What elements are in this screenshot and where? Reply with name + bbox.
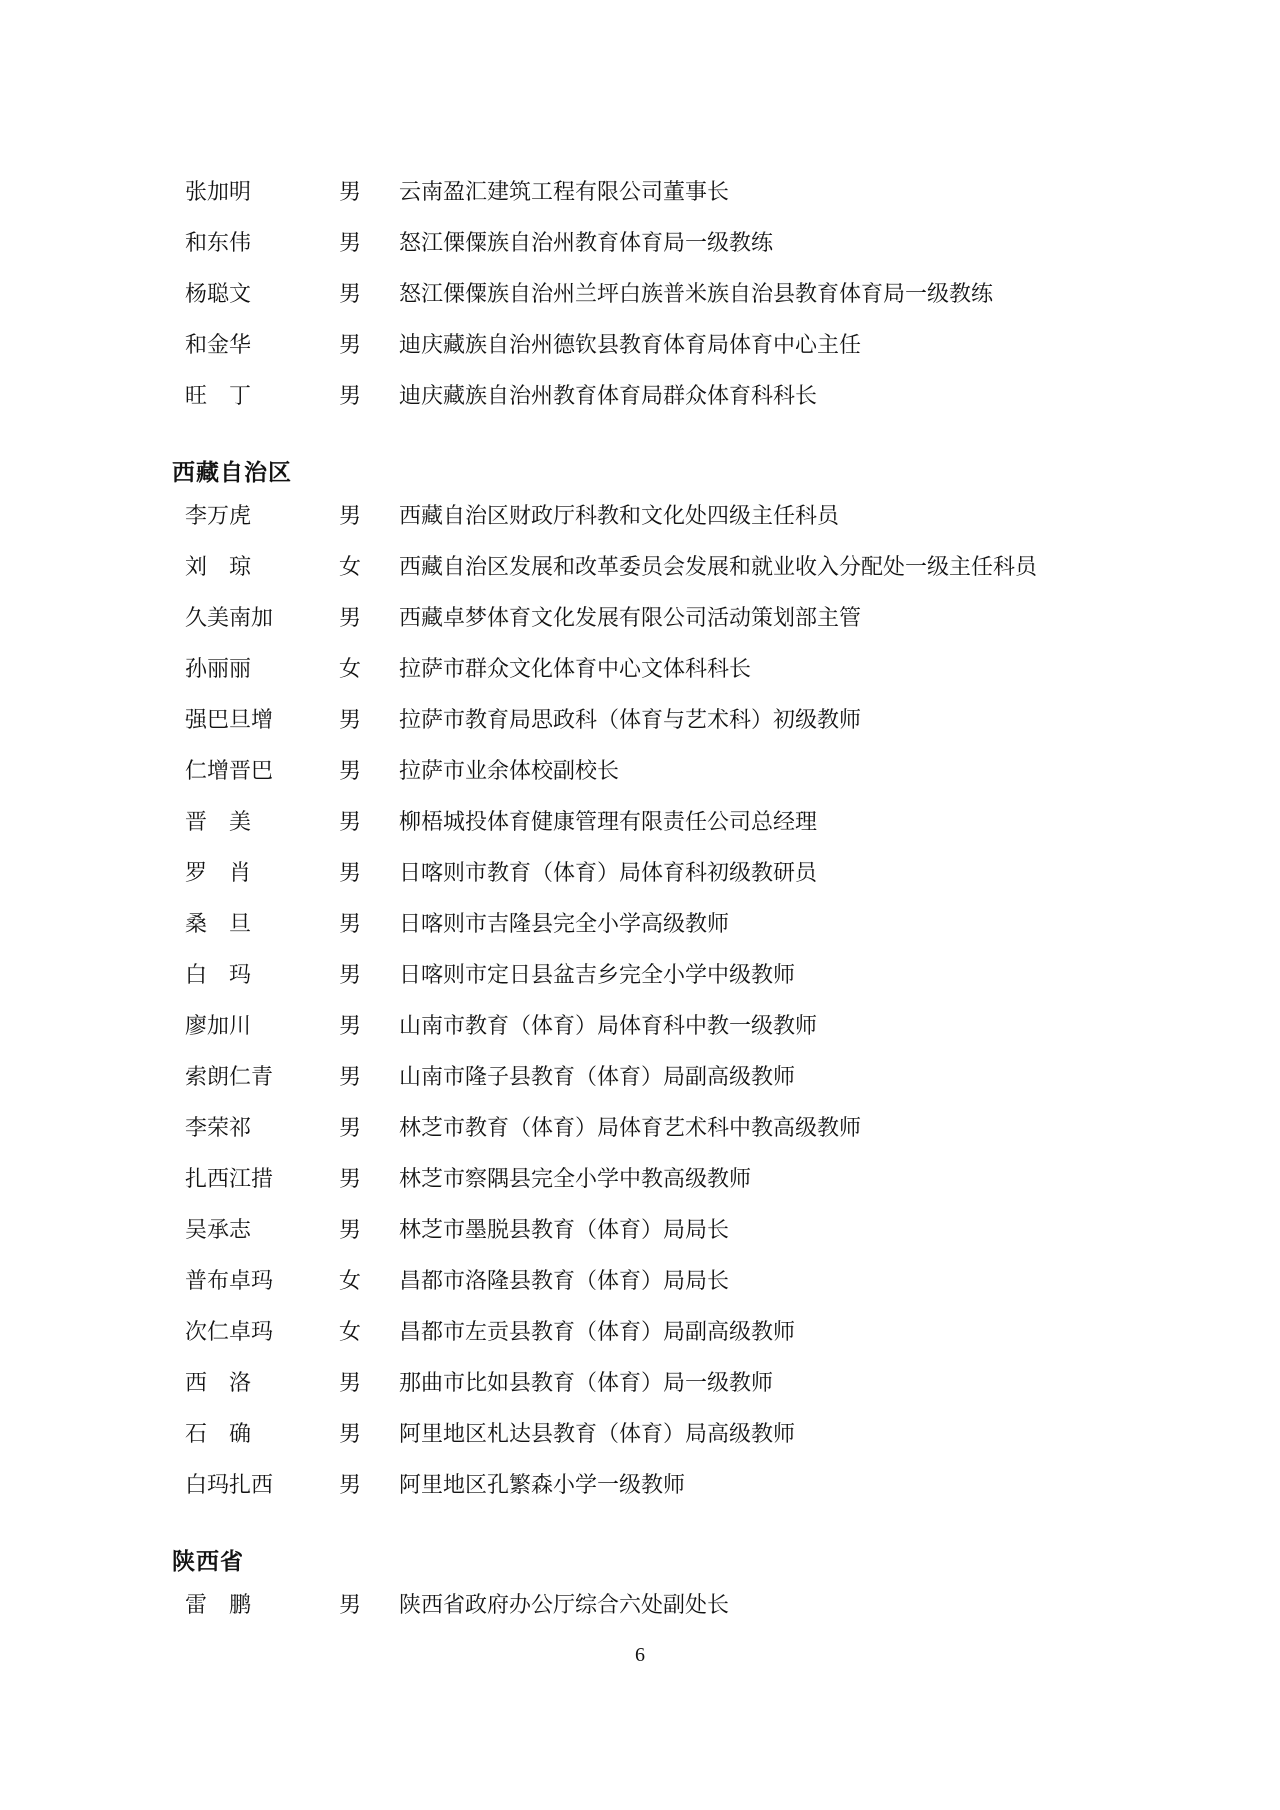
person-row bbox=[172, 1594, 1280, 1616]
person-title: 阿里地区孔繁森小学一级教师 bbox=[399, 1472, 686, 1497]
person-title: 怒江傈僳族自治州教育体育局一级教练 bbox=[399, 230, 774, 255]
person-title: 陕西省政府办公厅综合六处副处长 bbox=[399, 1592, 730, 1617]
person-title: 日喀则市吉隆县完全小学高级教师 bbox=[399, 911, 730, 936]
person-name: 雷 鹏 bbox=[185, 1592, 252, 1617]
person-name: 孙丽丽 bbox=[185, 656, 252, 681]
region-rows bbox=[172, 505, 1280, 1496]
person-row bbox=[172, 1219, 1280, 1241]
person-name: 刘 琼 bbox=[185, 554, 252, 579]
person-title: 迪庆藏族自治州教育体育局群众体育科科长 bbox=[399, 383, 818, 408]
person-title: 拉萨市教育局思政科（体育与艺术科）初级教师 bbox=[399, 707, 862, 732]
person-gender: 女 bbox=[339, 1319, 362, 1344]
person-name: 李荣祁 bbox=[185, 1115, 252, 1140]
person-title: 山南市隆子县教育（体育）局副高级教师 bbox=[399, 1064, 796, 1089]
person-title: 日喀则市定日县盆吉乡完全小学中级教师 bbox=[399, 962, 796, 987]
person-gender: 男 bbox=[339, 1166, 362, 1191]
region-section bbox=[172, 436, 1280, 1496]
person-gender: 男 bbox=[339, 1421, 362, 1446]
person-name: 廖加川 bbox=[185, 1013, 252, 1038]
person-name: 和东伟 bbox=[185, 230, 252, 255]
person-gender: 男 bbox=[339, 707, 362, 732]
person-title: 拉萨市群众文化体育中心文体科科长 bbox=[399, 656, 752, 681]
person-gender: 男 bbox=[339, 860, 362, 885]
person-gender: 男 bbox=[339, 281, 362, 306]
person-row bbox=[172, 964, 1280, 986]
person-gender: 男 bbox=[339, 962, 362, 987]
person-name: 久美南加 bbox=[185, 605, 274, 630]
person-name: 扎西江措 bbox=[185, 1166, 274, 1191]
person-row bbox=[172, 505, 1280, 527]
person-title: 林芝市墨脱县教育（体育）局局长 bbox=[399, 1217, 730, 1242]
person-title: 林芝市教育（体育）局体育艺术科中教高级教师 bbox=[399, 1115, 862, 1140]
region-rows bbox=[172, 181, 1280, 407]
person-gender: 男 bbox=[339, 911, 362, 936]
person-name: 次仁卓玛 bbox=[185, 1319, 274, 1344]
region-header: 陕西省 bbox=[172, 1549, 244, 1574]
page-footer bbox=[0, 1645, 1280, 1665]
person-name: 索朗仁青 bbox=[185, 1064, 274, 1089]
person-gender: 男 bbox=[339, 809, 362, 834]
person-row bbox=[172, 1372, 1280, 1394]
person-name: 白玛扎西 bbox=[185, 1472, 274, 1497]
person-title: 林芝市察隅县完全小学中教高级教师 bbox=[399, 1166, 752, 1191]
person-row bbox=[172, 1066, 1280, 1088]
person-row bbox=[172, 862, 1280, 884]
region-rows bbox=[172, 1594, 1280, 1616]
person-name: 吴承志 bbox=[185, 1217, 252, 1242]
person-name: 石 确 bbox=[185, 1421, 252, 1446]
person-row bbox=[172, 385, 1280, 407]
person-name: 旺 丁 bbox=[185, 383, 252, 408]
region-section bbox=[172, 181, 1280, 407]
person-row bbox=[172, 811, 1280, 833]
person-title: 昌都市左贡县教育（体育）局副高级教师 bbox=[399, 1319, 796, 1344]
person-row bbox=[172, 232, 1280, 254]
person-row bbox=[172, 1015, 1280, 1037]
person-row bbox=[172, 1321, 1280, 1343]
person-row bbox=[172, 1168, 1280, 1190]
person-gender: 女 bbox=[339, 1268, 362, 1293]
person-row bbox=[172, 1474, 1280, 1496]
person-gender: 男 bbox=[339, 179, 362, 204]
person-row bbox=[172, 658, 1280, 680]
person-title: 云南盈汇建筑工程有限公司董事长 bbox=[399, 179, 730, 204]
person-title: 那曲市比如县教育（体育）局一级教师 bbox=[399, 1370, 774, 1395]
person-row bbox=[172, 1117, 1280, 1139]
region-section bbox=[172, 1525, 1280, 1616]
person-name: 仁增晋巴 bbox=[185, 758, 274, 783]
person-gender: 女 bbox=[339, 656, 362, 681]
person-gender: 男 bbox=[339, 503, 362, 528]
person-title: 西藏自治区发展和改革委员会发展和就业收入分配处一级主任科员 bbox=[399, 554, 1038, 579]
person-gender: 男 bbox=[339, 1064, 362, 1089]
person-row bbox=[172, 181, 1280, 203]
person-row bbox=[172, 283, 1280, 305]
person-name: 白 玛 bbox=[185, 962, 252, 987]
person-gender: 男 bbox=[339, 1370, 362, 1395]
person-gender: 男 bbox=[339, 1472, 362, 1497]
person-title: 西藏卓梦体育文化发展有限公司活动策划部主管 bbox=[399, 605, 862, 630]
person-gender: 男 bbox=[339, 383, 362, 408]
person-name: 西 洛 bbox=[185, 1370, 252, 1395]
person-title: 西藏自治区财政厅科教和文化处四级主任科员 bbox=[399, 503, 840, 528]
person-title: 昌都市洛隆县教育（体育）局局长 bbox=[399, 1268, 730, 1293]
person-gender: 男 bbox=[339, 230, 362, 255]
person-gender: 女 bbox=[339, 554, 362, 579]
person-title: 阿里地区札达县教育（体育）局高级教师 bbox=[399, 1421, 796, 1446]
person-title: 拉萨市业余体校副校长 bbox=[399, 758, 620, 783]
person-row bbox=[172, 556, 1280, 578]
person-title: 日喀则市教育（体育）局体育科初级教研员 bbox=[399, 860, 818, 885]
person-name: 张加明 bbox=[185, 179, 252, 204]
person-name: 晋 美 bbox=[185, 809, 252, 834]
person-title: 柳梧城投体育健康管理有限责任公司总经理 bbox=[399, 809, 818, 834]
person-row bbox=[172, 334, 1280, 356]
person-gender: 男 bbox=[339, 332, 362, 357]
person-name: 普布卓玛 bbox=[185, 1268, 274, 1293]
region-header: 西藏自治区 bbox=[172, 460, 292, 485]
person-row bbox=[172, 709, 1280, 731]
person-row bbox=[172, 760, 1280, 782]
person-gender: 男 bbox=[339, 605, 362, 630]
person-name: 强巴旦增 bbox=[185, 707, 274, 732]
person-name: 和金华 bbox=[185, 332, 252, 357]
person-gender: 男 bbox=[339, 1115, 362, 1140]
person-title: 怒江傈僳族自治州兰坪白族普米族自治县教育体育局一级教练 bbox=[399, 281, 994, 306]
person-name: 杨聪文 bbox=[185, 281, 252, 306]
person-row bbox=[172, 913, 1280, 935]
person-gender: 男 bbox=[339, 1013, 362, 1038]
person-row bbox=[172, 607, 1280, 629]
person-name: 罗 肖 bbox=[185, 860, 252, 885]
person-name: 桑 旦 bbox=[185, 911, 252, 936]
person-gender: 男 bbox=[339, 1592, 362, 1617]
person-gender: 男 bbox=[339, 1217, 362, 1242]
person-row bbox=[172, 1423, 1280, 1445]
person-title: 山南市教育（体育）局体育科中教一级教师 bbox=[399, 1013, 818, 1038]
person-name: 李万虎 bbox=[185, 503, 252, 528]
person-gender: 男 bbox=[339, 758, 362, 783]
person-row bbox=[172, 1270, 1280, 1292]
person-title: 迪庆藏族自治州德钦县教育体育局体育中心主任 bbox=[399, 332, 862, 357]
page-number: 6 bbox=[635, 1644, 645, 1666]
